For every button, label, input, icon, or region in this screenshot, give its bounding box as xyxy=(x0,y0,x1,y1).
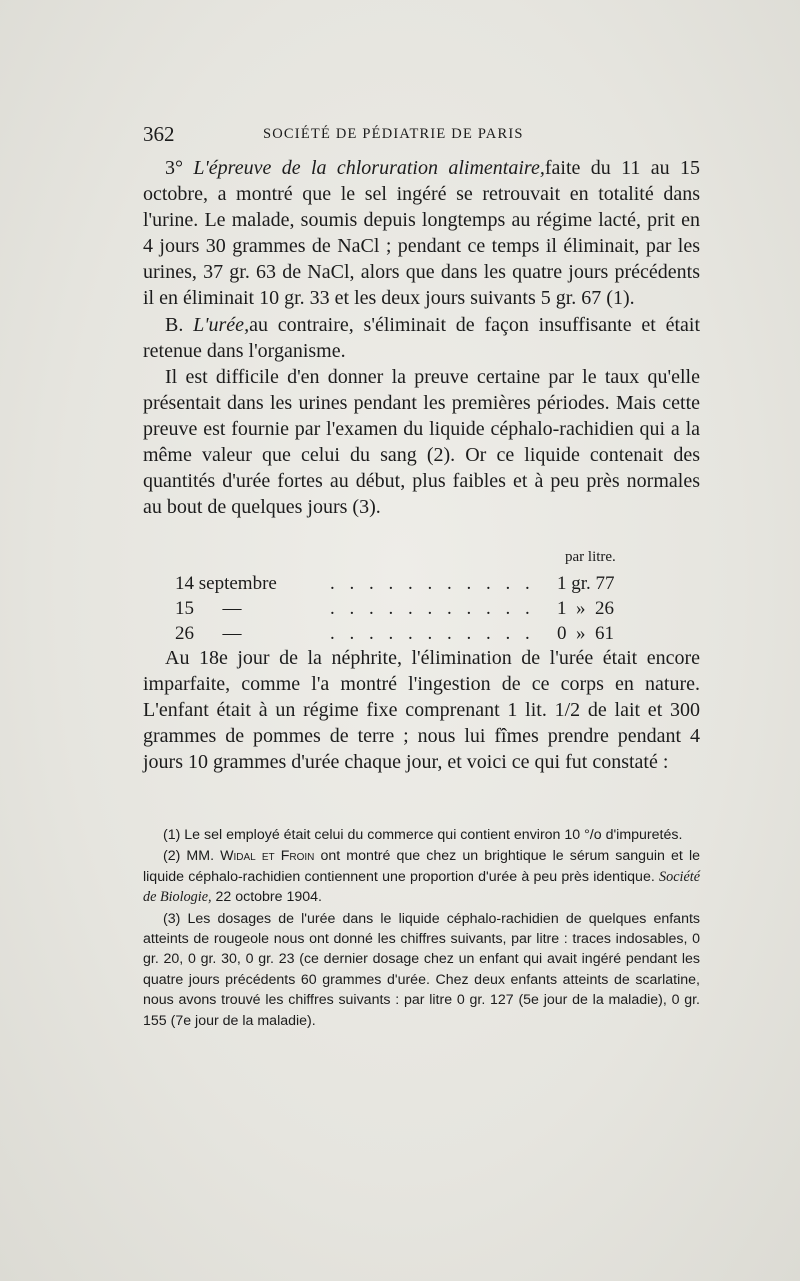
table-date: 14 septembre xyxy=(175,573,277,594)
footnote-2-names: Widal et Froin xyxy=(220,848,315,865)
body-text xyxy=(143,155,700,520)
footnote-2-text: ont montré que chez un brightique le sérum sanguin et le liquide céphalo-rachidien contiennent une proportion d'urée à peu près identique. xyxy=(143,848,700,885)
footnote-2 xyxy=(143,846,700,907)
para-text: au contraire, s'éliminait de façon insuffisante et était retenue dans l'organisme. xyxy=(143,313,700,362)
footnote-1: (1) Le sel employé était celui du commerce qui contient environ 10 °/o d'impuretés. xyxy=(163,827,683,843)
table-row xyxy=(175,598,645,624)
paragraph-chloruration xyxy=(143,155,700,312)
leader-dots: . . . . . . . . . . . xyxy=(330,573,535,594)
paragraph-ingestion: Au 18e jour de la néphrite, l'élimination de l'urée était encore imparfaite, comme l'a montré l'ingestion de ce corps en nature. L'enfant était à un régime fixe comprenant 1 lit. 1/2 de lait et 300 grammes de pommes de terre ; nous lui fîmes prendre pendant 4 jours 10 grammes d'urée chaque jour, et voici ce qui fut constaté : xyxy=(143,647,700,774)
body-text-continued xyxy=(143,645,700,775)
paragraph-uree xyxy=(143,312,700,364)
leader-dots: . . . . . . . . . . . xyxy=(330,598,535,619)
para-italic-title: L'épreuve de la chloruration alimentaire, xyxy=(193,157,545,179)
para-lead: B. xyxy=(165,313,194,336)
table-row xyxy=(175,573,645,599)
table-unit: par litre. xyxy=(565,549,616,565)
footnote-2-date: 22 octobre 1904. xyxy=(211,889,322,906)
footnote-3: (3) Les dosages de l'urée dans le liquide céphalo-rachidien de quelques enfants atteints de rougeole nous ont donné les chiffres suivants, par litre : traces indosables, 0 gr. 20, 0 gr. 30, 0 gr. 23 (ce dernier dosage chez un enfant qui avait ingéré pendant les quatre jours précédents 60 grammes d'urée. Chez deux enfants atteints de scarlatine, nous avons trouvé les chiffres suivants : par litre 0 gr. 127 (5e jour de la maladie), 0 gr. 155 (7e jour de la maladie). xyxy=(143,910,700,1029)
footnote-2-reference: Société de Biologie, xyxy=(143,868,700,906)
para-lead: 3° xyxy=(165,157,194,179)
leader-dots: . . . . . . . . . . . xyxy=(330,623,535,644)
page-number: 362 xyxy=(143,122,175,146)
running-head: SOCIÉTÉ DE PÉDIATRIE DE PARIS xyxy=(263,126,524,142)
table-value: 1 gr. 77 xyxy=(557,573,615,594)
table-value: 1 » 26 xyxy=(557,598,614,619)
para-italic-title: L'urée, xyxy=(193,313,250,336)
table-value: 0 » 61 xyxy=(557,623,614,644)
table-date: 26 — xyxy=(175,623,242,644)
paragraph-preuve: Il est difficile d'en donner la preuve certaine par le taux qu'elle présentait dans les urines pendant les premières périodes. Mais cette preuve est fournie par l'examen du liquide céphalo-rachidien qui a la même valeur que celui du sang (2). Or ce liquide contenait des quantités d'urée fortes au début, plus faibles et à peu près normales au bout de quelques jours (3). xyxy=(143,365,700,519)
footnotes xyxy=(143,825,700,1032)
table-date: 15 — xyxy=(175,598,242,619)
footnote-2-lead: (2) MM. xyxy=(163,848,221,865)
para-text: faite du 11 au 15 octobre, a montré que le sel ingéré se retrouvait en totalité dans l'urine. Le malade, soumis depuis longtemps au régime lacté, prit en 4 jours 30 grammes de NaCl ; pendant ce temps il éliminait, par les urines, 37 gr. 63 de NaCl, alors que dans les quatre jours précédents il en éliminait 10 gr. 33 et les deux jours suivants 5 gr. 67 (1). xyxy=(143,157,700,310)
